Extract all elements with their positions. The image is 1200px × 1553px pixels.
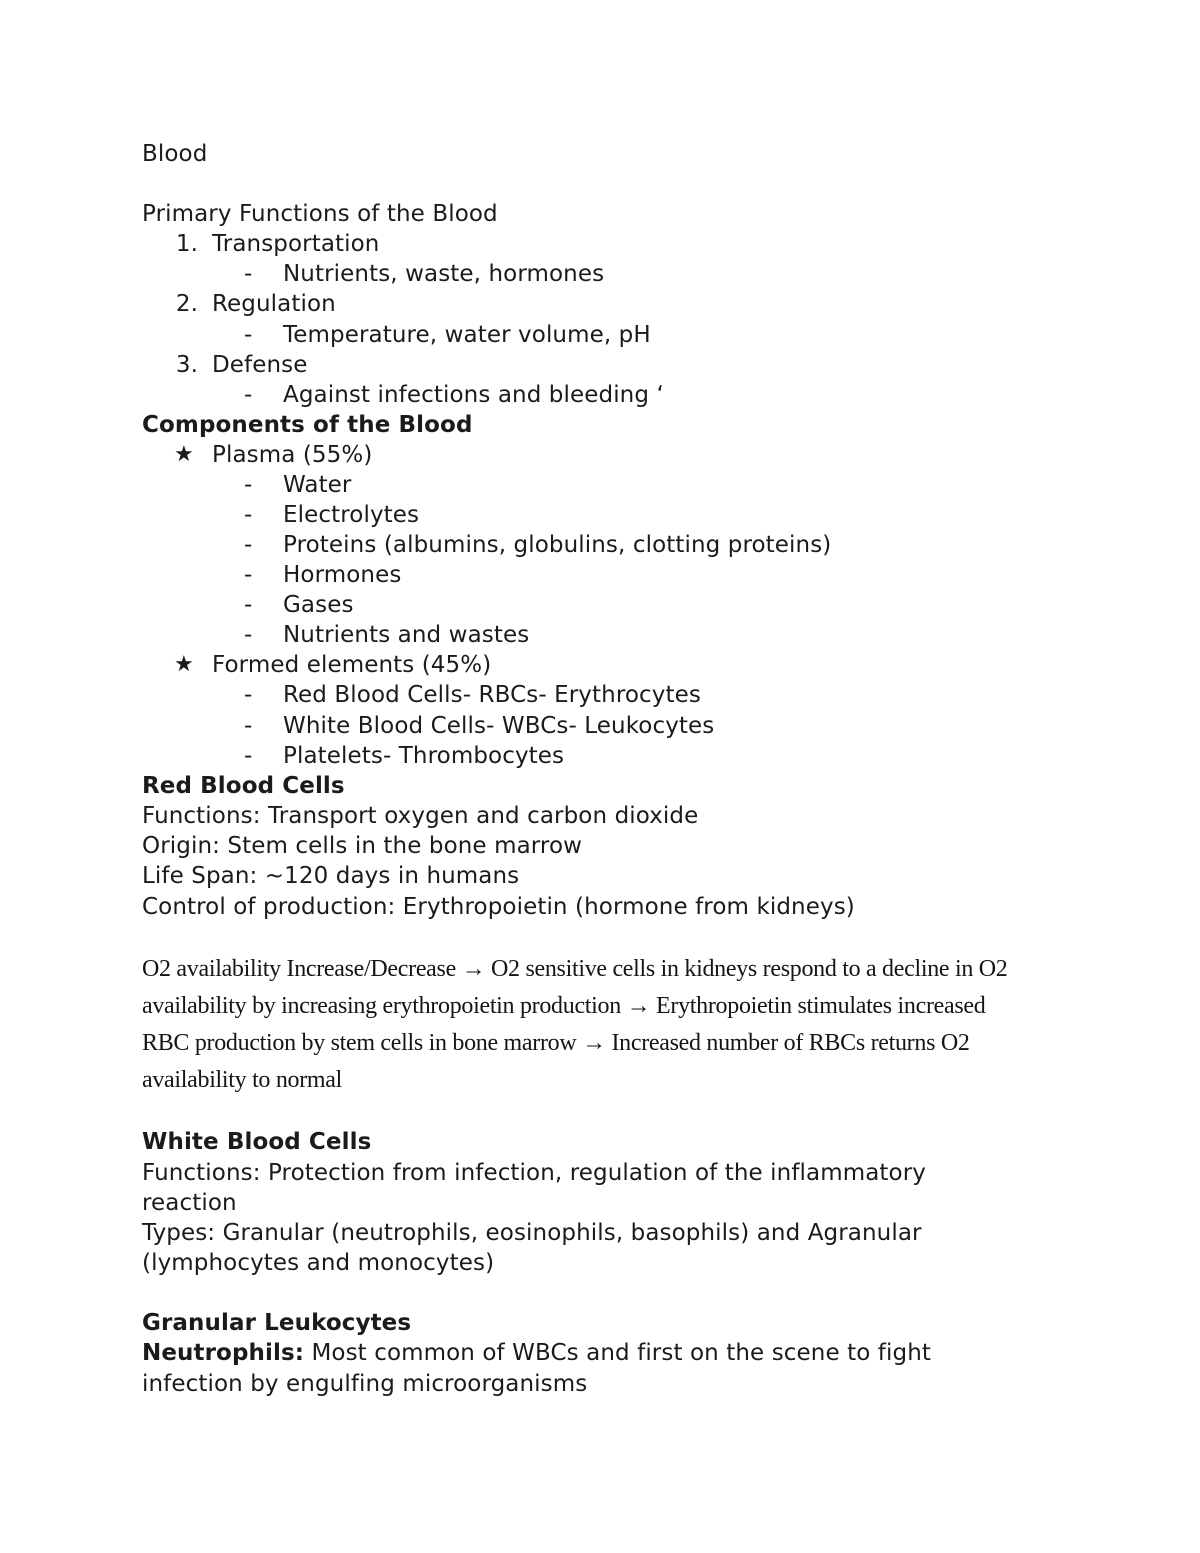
feedback-line: availability to normal (142, 1067, 343, 1093)
dash-bullet: - (244, 322, 253, 348)
formed-elements-label: Formed elements (45%) (212, 652, 492, 678)
sub-item: Electrolytes (283, 502, 420, 528)
dash-bullet: - (244, 592, 253, 618)
wbc-heading: White Blood Cells (142, 1129, 372, 1155)
feedback-line: RBC production by stem cells in bone marrow → Increased number of RBCs returns O2 (142, 1030, 970, 1056)
plasma-label: Plasma (55%) (212, 442, 373, 468)
document-title: Blood (142, 141, 208, 167)
feedback-paragraph (142, 951, 1062, 1099)
list-number: 1. (175, 231, 198, 257)
dash-bullet: - (244, 502, 253, 528)
list-number: 3. (175, 352, 198, 378)
star-bullet-icon: ★ (174, 652, 194, 677)
sub-item: Nutrients and wastes (283, 622, 530, 648)
functions-heading: Primary Functions of the Blood (142, 201, 498, 227)
list-item: Transportation (212, 231, 380, 257)
neutrophils-line (142, 1338, 931, 1368)
dash-bullet: - (244, 713, 253, 739)
feedback-line: O2 availability Increase/Decrease → O2 sensitive cells in kidneys respond to a decline in O2 (142, 956, 1008, 982)
rbc-line: Functions: Transport oxygen and carbon dioxide (142, 803, 699, 829)
rbc-line: Origin: Stem cells in the bone marrow (142, 833, 583, 859)
sub-item: Red Blood Cells- RBCs- Erythrocytes (283, 682, 701, 708)
dash-bullet: - (244, 472, 253, 498)
neutrophils-term: Neutrophils: (142, 1340, 305, 1366)
sub-item: Proteins (albumins, globulins, clotting proteins) (283, 532, 832, 558)
list-item: Defense (212, 352, 308, 378)
components-heading: Components of the Blood (142, 412, 473, 438)
dash-bullet: - (244, 743, 253, 769)
wbc-line: reaction (142, 1190, 237, 1216)
neutrophils-text: Most common of WBCs and first on the scene to fight (304, 1340, 931, 1366)
neutrophils-line-2: infection by engulfing microorganisms (142, 1371, 588, 1397)
sub-item: Temperature, water volume, pH (283, 322, 651, 348)
granular-heading: Granular Leukocytes (142, 1310, 412, 1336)
dash-bullet: - (244, 562, 253, 588)
dash-bullet: - (244, 682, 253, 708)
sub-item: Gases (283, 592, 354, 618)
list-number: 2. (175, 291, 198, 317)
rbc-line: Control of production: Erythropoietin (hormone from kidneys) (142, 894, 855, 920)
sub-item: White Blood Cells- WBCs- Leukocytes (283, 713, 715, 739)
wbc-line: Functions: Protection from infection, regulation of the inflammatory (142, 1160, 926, 1186)
dash-bullet: - (244, 532, 253, 558)
wbc-line: (lymphocytes and monocytes) (142, 1250, 495, 1276)
sub-item: Hormones (283, 562, 402, 588)
feedback-line: availability by increasing erythropoietin production → Erythropoietin stimulates increased (142, 993, 986, 1019)
rbc-line: Life Span: ~120 days in humans (142, 863, 520, 889)
wbc-line: Types: Granular (neutrophils, eosinophils, basophils) and Agranular (142, 1220, 922, 1246)
sub-item: Platelets- Thrombocytes (283, 743, 565, 769)
dash-bullet: - (244, 382, 253, 408)
list-item: Regulation (212, 291, 336, 317)
dash-bullet: - (244, 261, 253, 287)
sub-item: Water (283, 472, 352, 498)
sub-item: Nutrients, waste, hormones (283, 261, 605, 287)
dash-bullet: - (244, 622, 253, 648)
star-bullet-icon: ★ (174, 442, 194, 467)
rbc-heading: Red Blood Cells (142, 773, 345, 799)
sub-item: Against infections and bleeding ‘ (283, 382, 664, 408)
